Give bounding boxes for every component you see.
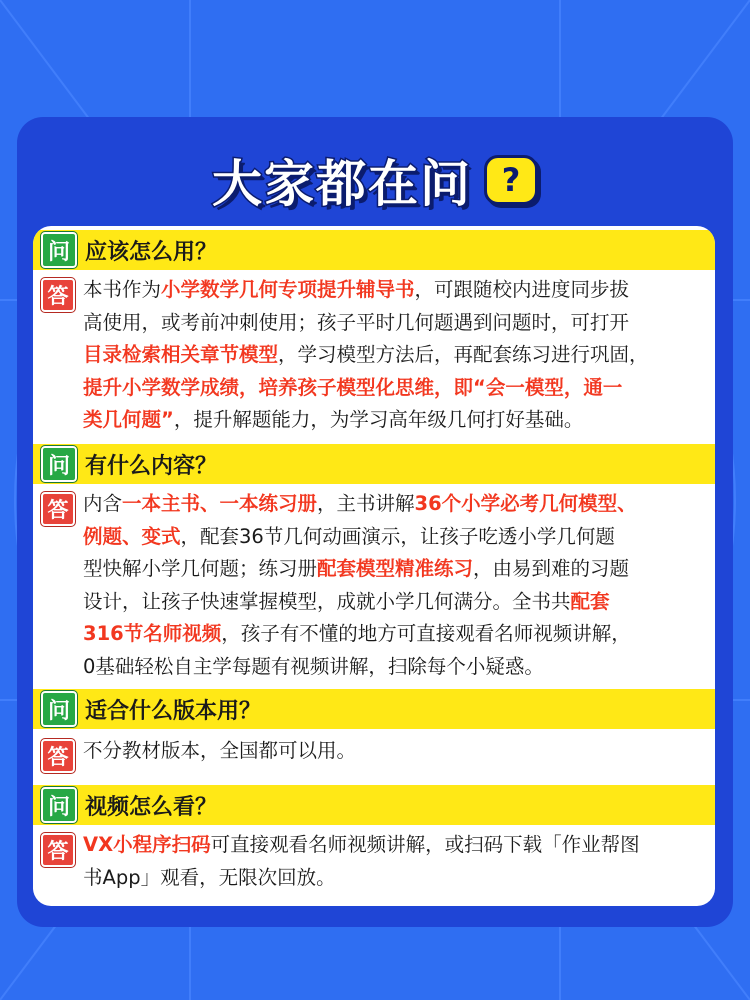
highlight-text: 小学数学几何专项提升辅导书 (161, 278, 415, 301)
answer-line (83, 307, 708, 340)
answer-line (83, 274, 708, 307)
highlight-text: 36个小学必考几何模型、 (414, 492, 637, 515)
highlight-text: 配套 (570, 589, 610, 613)
answer-segment: 设计，让孩子快速掌握模型，成就小学几何满分。全书共 (83, 589, 571, 613)
answer-segment: ，孩子有不懂的地方可直接观看名师视频讲解， (221, 622, 631, 645)
question-row-content (33, 444, 715, 484)
highlight-text: 提升小学数学成绩，培养孩子模型化思维，即“会一模型，通一 (83, 375, 623, 399)
page-title: 大家都在问 (212, 155, 472, 213)
answer-segment: ，可跟随校内进度同步拔 (414, 278, 630, 301)
question-mark-icon: ? (484, 155, 538, 205)
highlight-text: 一本主书、一本练习册 (122, 492, 318, 515)
answer-segment: ，配套36节几何动画演示，让孩子吃透小学几何题 (180, 524, 615, 548)
highlight-text: 类几何题” (83, 408, 174, 431)
question-icon: 问 (41, 787, 77, 823)
answer-segment: ，学习模型方法后，再配套练习进行巩固， (278, 343, 649, 366)
answer-line (83, 404, 708, 437)
question-text: 应该怎么用？ (85, 239, 218, 265)
answer-segment: 可直接观看名师视频讲解，或扫码下载「作业帮图 (210, 833, 640, 856)
faq-card (33, 226, 715, 906)
answer-line (83, 488, 708, 521)
answer-line (83, 651, 708, 684)
answer-segment: ，由易到难的习题 (473, 557, 630, 580)
answer-line (83, 735, 708, 768)
answer-text (83, 488, 708, 683)
question-row-usage (33, 230, 715, 270)
answer-segment: ，主书讲解 (317, 492, 415, 515)
page-header (0, 140, 750, 220)
answer-text (83, 735, 708, 768)
highlight-text: 316节名师视频 (83, 622, 222, 645)
answer-line (83, 521, 708, 554)
answer-line (83, 339, 708, 372)
answer-segment: 内含 (83, 492, 123, 515)
question-icon: 问 (41, 232, 77, 268)
answer-line (83, 372, 708, 405)
question-row-edition (33, 689, 715, 729)
answer-icon: 答 (41, 492, 75, 526)
answer-icon: 答 (41, 278, 75, 312)
answer-segment: 不分教材版本，全国都可以用。 (83, 739, 357, 762)
answer-line (83, 553, 708, 586)
answer-segment: ，提升解题能力，为学习高年级几何打好基础。 (173, 408, 584, 431)
answer-segment: 0基础轻松自主学每题有视频讲解，扫除每个小疑惑。 (83, 654, 544, 678)
answer-line (83, 862, 708, 895)
answer-icon: 答 (41, 833, 75, 867)
answer-segment: 高使用，或考前冲刺使用；孩子平时几何题遇到问题时，可打开 (83, 310, 630, 334)
question-row-video (33, 785, 715, 825)
highlight-text: 配套模型精准练习 (317, 557, 474, 580)
answer-icon: 答 (41, 739, 75, 773)
answer-line (83, 618, 708, 651)
answer-line (83, 586, 708, 619)
answer-text (83, 274, 708, 437)
answer-segment: 本书作为 (83, 278, 162, 301)
answer-segment: 型快解小学几何题；练习册 (83, 557, 318, 580)
highlight-text: 例题、变式 (83, 524, 181, 548)
question-text: 有什么内容？ (85, 453, 218, 479)
answer-segment: 书App」观看，无限次回放。 (83, 865, 336, 889)
question-text: 适合什么版本用？ (85, 698, 262, 724)
highlight-text: 目录检索相关章节模型 (83, 343, 279, 366)
question-text: 视频怎么看？ (85, 794, 218, 820)
answer-line (83, 829, 708, 862)
question-icon: 问 (41, 691, 77, 727)
question-icon: 问 (41, 446, 77, 482)
highlight-text: VX小程序扫码 (83, 833, 211, 856)
answer-text (83, 829, 708, 894)
